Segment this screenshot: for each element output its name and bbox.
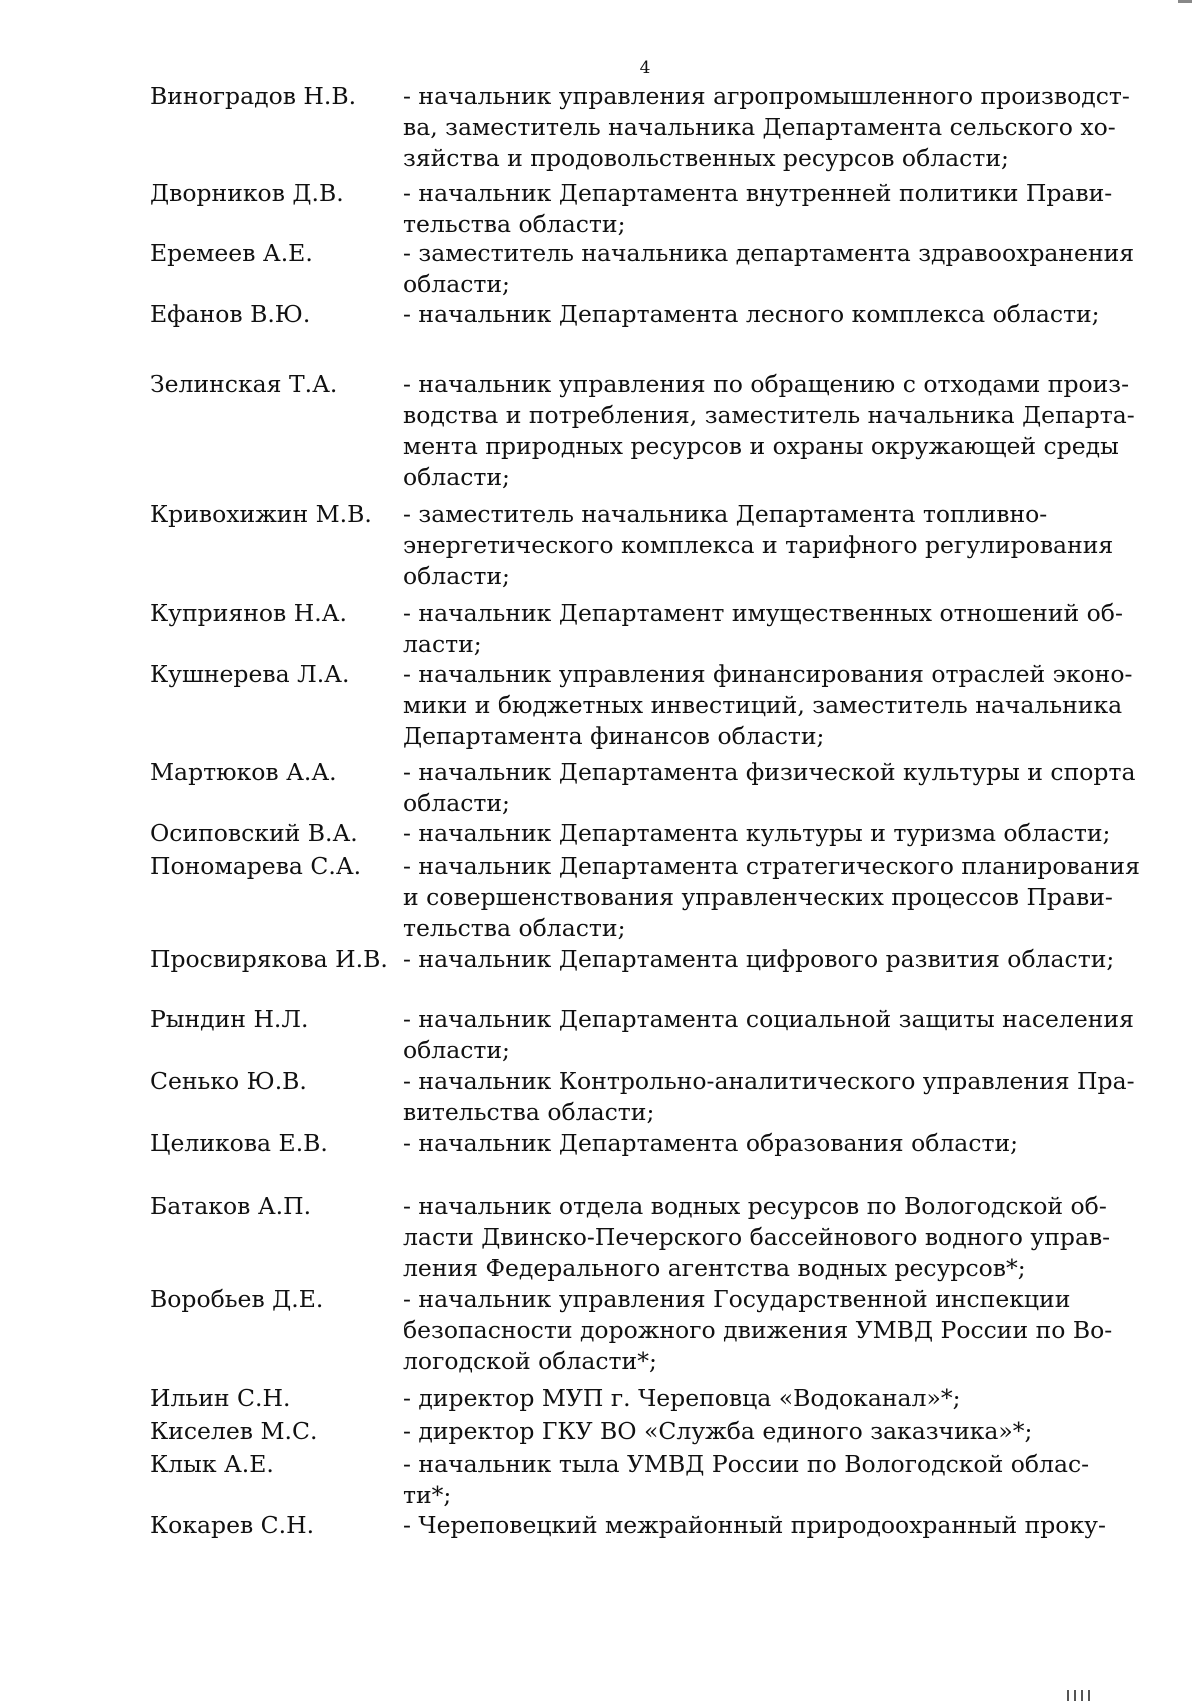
position-line: и совершенствования управленческих процессов Прави- [403,883,1113,911]
member-row [150,598,1123,660]
member-name: Ильин С.Н. [150,1384,291,1412]
member-name: Киселев М.С. [150,1417,318,1445]
member-name: Клык А.Е. [150,1450,274,1478]
member-row [150,944,1115,975]
member-position [403,944,1114,975]
position-line: - начальник Контрольно-аналитического управления Пра- [403,1067,1135,1095]
member-name: Ефанов В.Ю. [150,300,311,328]
position-line: - начальник управления Государственной инспекции [403,1285,1071,1313]
position-line: - начальник Департамента внутренней политики Прави- [403,179,1113,207]
member-row [150,1191,1110,1284]
position-line: - начальник управления агропромышленного производст- [403,82,1130,110]
position-line: энергетического комплекса и тарифного регулирования [403,531,1114,559]
member-position [403,1383,1110,1414]
member-name: Пономарева С.А. [150,852,362,880]
member-name: Осиповский В.А. [150,819,358,847]
member-row [150,499,1114,592]
position-line: - директор ГКУ ВО «Служба единого заказчика»*; [403,1417,1033,1445]
member-name: Куприянов Н.А. [150,599,347,627]
member-name: Виноградов Н.В. [150,82,357,110]
page-number: 4 [639,58,651,78]
position-line: - начальник Департамента культуры и туризма области; [403,819,1111,847]
scan-mark [1067,1686,1101,1697]
position-line: - начальник управления финансирования отраслей эконо- [403,660,1133,688]
member-position [403,238,1134,300]
position-line: - директор МУП г. Череповца «Водоканал»*; [403,1384,961,1412]
position-line: - Череповецкий межрайонный природоохранный проку- [403,1511,1106,1539]
member-position [403,1066,1135,1128]
position-line: безопасности дорожного движения УМВД России по Во- [403,1316,1113,1344]
member-row [150,818,1110,849]
position-line: водства и потребления, заместитель начальника Департа- [403,401,1135,429]
member-name: Кокарев С.Н. [150,1511,315,1539]
position-line: - начальник Департамента стратегического планирования [403,852,1140,880]
position-line: ва, заместитель начальника Департамента сельского хо- [403,113,1116,141]
member-name: Кривохижин М.В. [150,500,372,528]
member-name: Воробьев Д.Е. [150,1285,324,1313]
position-line: ти*; [403,1481,452,1509]
member-position [403,369,1135,493]
position-line: - начальник тыла УМВД России по Вологодской облас- [403,1450,1090,1478]
member-row [150,1284,1113,1377]
position-line: зяйства и продовольственных ресурсов области; [403,144,1009,172]
position-line: - начальник управления по обращению с отходами произ- [403,370,1130,398]
position-line: - заместитель начальника Департамента топливно- [403,500,1048,528]
member-row [150,1510,1110,1541]
member-name: Мартюков А.А. [150,758,337,786]
position-line: логодской области*; [403,1347,657,1375]
position-line: тельства области; [403,914,626,942]
position-line: ласти Двинско-Печерского бассейнового водного управ- [403,1223,1111,1251]
position-line: области; [403,789,510,817]
member-position [403,851,1140,944]
position-line: области; [403,562,510,590]
member-name: Кушнерева Л.А. [150,660,350,688]
position-line: - начальник Департамента социальной защиты населения [403,1005,1134,1033]
member-row [150,1004,1134,1066]
member-position [403,818,1110,849]
member-name: Батаков А.П. [150,1192,312,1220]
member-row [150,81,1130,174]
member-position [403,1449,1110,1511]
member-position [403,299,1110,330]
position-line: - начальник Департамента цифрового развития области; [403,945,1115,973]
member-position [403,1510,1110,1541]
member-position [403,757,1135,819]
member-position [403,1416,1110,1447]
member-name: Зелинская Т.А. [150,370,338,398]
member-name: Целикова Е.В. [150,1129,328,1157]
position-line: - заместитель начальника департамента здравоохранения [403,239,1135,267]
member-position [403,1191,1110,1284]
scan-corner-mark [1178,0,1192,3]
position-line: вительства области; [403,1098,655,1126]
position-line: - начальник Департамента физической культуры и спорта [403,758,1136,786]
member-position [403,1004,1134,1066]
member-row [150,1383,1110,1414]
position-line: - начальник Департамента лесного комплекса области; [403,300,1100,328]
member-row [150,659,1133,752]
position-line: ласти; [403,630,482,658]
member-position [403,81,1130,174]
member-name: Еремеев А.Е. [150,239,313,267]
member-row [150,1066,1135,1128]
member-name: Рындин Н.Л. [150,1005,309,1033]
position-line: - начальник отдела водных ресурсов по Вологодской об- [403,1192,1107,1220]
member-position [403,659,1132,752]
position-line: области; [403,270,510,298]
position-line: - начальник Департамента образования области; [403,1129,1019,1157]
member-name: Дворников Д.В. [150,179,344,207]
position-line: ления Федерального агентства водных ресурсов*; [403,1254,1026,1282]
member-row [150,178,1113,240]
member-row [150,1449,1110,1511]
member-name: Сенько Ю.В. [150,1067,307,1095]
member-name: Просвирякова И.В. [150,945,388,973]
member-row [150,238,1135,300]
member-position [403,1128,1110,1159]
member-position [403,598,1123,660]
member-position [403,1284,1112,1377]
position-line: - начальник Департамент имущественных отношений об- [403,599,1123,627]
position-line: области; [403,1036,510,1064]
member-position [403,178,1112,240]
position-line: области; [403,463,510,491]
position-line: мента природных ресурсов и охраны окружающей среды [403,432,1119,460]
member-row [150,369,1135,493]
position-line: Департамента финансов области; [403,722,825,750]
member-row [150,1128,1110,1159]
member-row [150,1416,1110,1447]
member-position [403,499,1113,592]
member-row [150,757,1136,819]
member-row [150,299,1110,330]
position-line: мики и бюджетных инвестиций, заместитель начальника [403,691,1123,719]
position-line: тельства области; [403,210,626,238]
member-row [150,851,1140,944]
